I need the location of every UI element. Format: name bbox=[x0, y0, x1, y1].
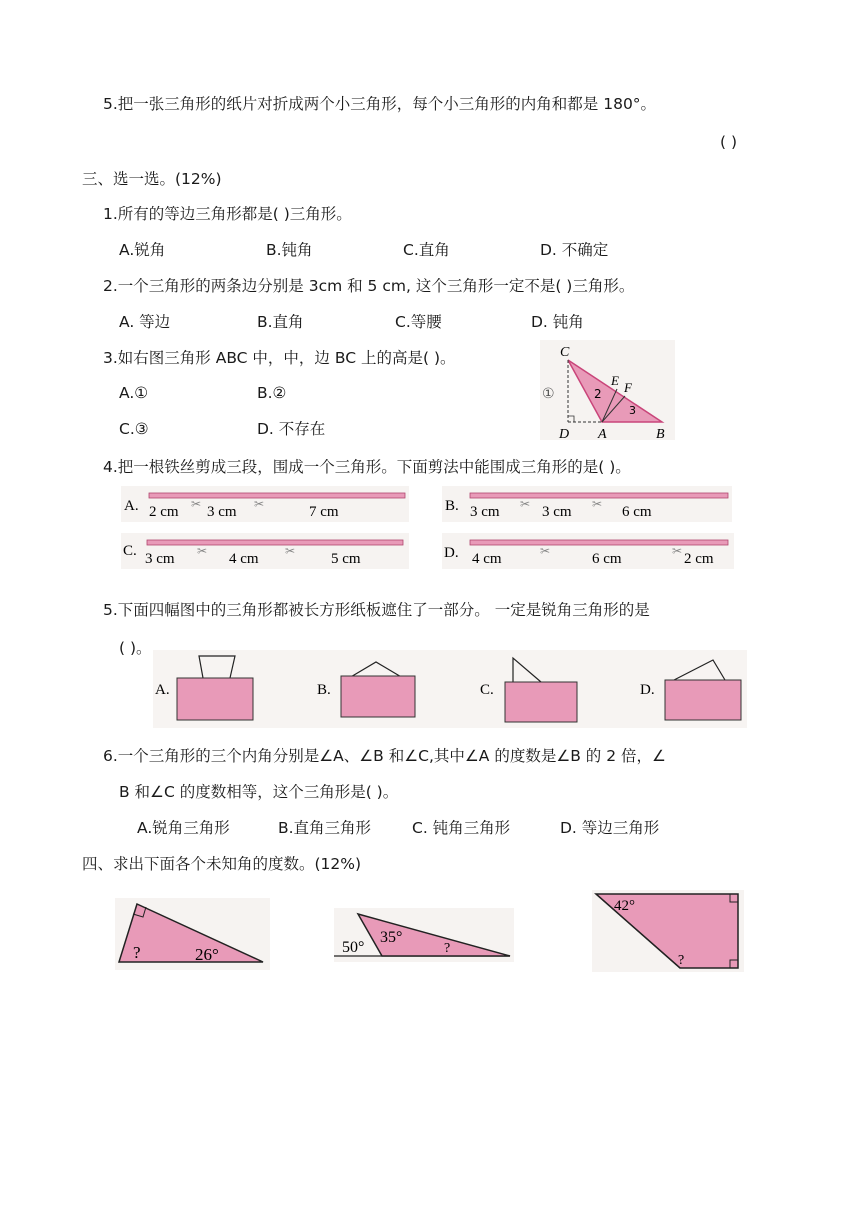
s3-q2-option-d[interactable]: D. 钝角 bbox=[531, 313, 584, 331]
label-c: C bbox=[560, 345, 570, 360]
s3-q3-option-b[interactable]: B.② bbox=[257, 384, 287, 402]
choice-c-seg-1: 3 cm bbox=[145, 551, 175, 567]
label-b: B bbox=[656, 427, 665, 440]
s3-q3-option-a[interactable]: A.① bbox=[119, 384, 149, 402]
choice-c-letter: C. bbox=[123, 543, 137, 559]
s3-q3-triangle-figure bbox=[540, 340, 675, 440]
scissors-icon: ✂ bbox=[254, 497, 265, 511]
s3-q1-option-b[interactable]: B.钝角 bbox=[266, 241, 313, 259]
choice-b-seg-2: 3 cm bbox=[542, 504, 572, 520]
section3-title: 三、选一选。(12%) bbox=[82, 170, 222, 188]
scissors-icon: ✂ bbox=[197, 544, 208, 558]
s3-q6-option-d[interactable]: D. 等边三角形 bbox=[560, 819, 660, 837]
s3-q6-text: 6.一个三角形的三个内角分别是∠A、∠B 和∠C,其中∠A 的度数是∠B 的 2 倍，∠ bbox=[103, 747, 666, 765]
s3-q5-bracket[interactable]: ( )。 bbox=[119, 639, 152, 657]
s3-q3-option-c[interactable]: C.③ bbox=[119, 420, 149, 438]
s3-q6-option-a[interactable]: A.锐角三角形 bbox=[137, 819, 230, 837]
choice-a-letter: A. bbox=[124, 498, 139, 514]
s3-q6-text-cont: B 和∠C 的度数相等，这个三角形是( )。 bbox=[119, 783, 399, 801]
scissors-icon: ✂ bbox=[285, 544, 296, 558]
q5-letter-b: B. bbox=[317, 682, 331, 698]
judge-q5-text: 5.把一张三角形的纸片对折成两个小三角形，每个小三角形的内角和都是 180°。 bbox=[103, 95, 657, 113]
fig2-angle-50: 50° bbox=[342, 939, 365, 956]
section4-title: 四、求出下面各个未知角的度数。(12%) bbox=[82, 855, 362, 873]
s3-q3-option-d[interactable]: D. 不存在 bbox=[257, 420, 326, 438]
choice-a-seg-2: 3 cm bbox=[207, 504, 237, 520]
s3-q6-option-c[interactable]: C. 钝角三角形 bbox=[412, 819, 511, 837]
label-altitude-3: 3 bbox=[629, 404, 636, 417]
s3-q1-option-a[interactable]: A.锐角 bbox=[119, 241, 166, 259]
choice-d-seg-3: 2 cm bbox=[684, 551, 714, 567]
s3-q4-choice-b[interactable] bbox=[442, 486, 732, 522]
choice-c-seg-3: 5 cm bbox=[331, 551, 361, 567]
s3-q2-option-c[interactable]: C.等腰 bbox=[395, 313, 442, 331]
s3-q2-text: 2.一个三角形的两条边分别是 3cm 和 5 cm, 这个三角形一定不是( )三角形。 bbox=[103, 277, 635, 295]
fig1-unknown-angle: ? bbox=[133, 943, 141, 962]
s3-q1-text: 1.所有的等边三角形都是( )三角形。 bbox=[103, 205, 352, 223]
choice-b-letter: B. bbox=[445, 498, 459, 514]
s4-figure-3 bbox=[592, 890, 744, 972]
s3-q2-option-a[interactable]: A. 等边 bbox=[119, 313, 171, 331]
choice-d-seg-2: 6 cm bbox=[592, 551, 622, 567]
choice-b-seg-3: 6 cm bbox=[622, 504, 652, 520]
s3-q5-figures bbox=[153, 650, 747, 728]
fig2-unknown-angle: ? bbox=[444, 941, 451, 956]
label-altitude-2: 2 bbox=[594, 387, 602, 401]
choice-d-seg-1: 4 cm bbox=[472, 551, 502, 567]
scissors-icon: ✂ bbox=[672, 544, 683, 558]
fig3-angle-42: 42° bbox=[614, 898, 635, 914]
fig1-angle-26: 26° bbox=[195, 945, 219, 964]
s3-q4-choice-a[interactable] bbox=[121, 486, 409, 522]
s3-q1-option-d[interactable]: D. 不确定 bbox=[540, 241, 609, 259]
q5-letter-c: C. bbox=[480, 682, 494, 698]
scissors-icon: ✂ bbox=[592, 497, 603, 511]
s3-q5-text: 5.下面四幅图中的三角形都被长方形纸板遮住了一部分。 一定是锐角三角形的是 bbox=[103, 601, 650, 619]
q5-letter-d: D. bbox=[640, 682, 655, 698]
choice-a-seg-3: 7 cm bbox=[309, 504, 339, 520]
scissors-icon: ✂ bbox=[540, 544, 551, 558]
label-f: F bbox=[624, 380, 632, 395]
label-e: E bbox=[611, 373, 619, 388]
fig3-unknown-angle: ? bbox=[678, 953, 685, 968]
label-altitude-1: ① bbox=[542, 386, 555, 402]
s3-q4-text: 4.把一根铁丝剪成三段，围成一个三角形。下面剪法中能围成三角形的是( )。 bbox=[103, 458, 631, 476]
s4-figure-2 bbox=[334, 908, 514, 962]
choice-b-seg-1: 3 cm bbox=[470, 504, 500, 520]
label-a: A bbox=[598, 427, 607, 440]
judge-q5-answer-bracket[interactable]: ( ) bbox=[720, 133, 738, 151]
s4-figure-1 bbox=[115, 898, 270, 970]
label-d: D bbox=[559, 427, 570, 440]
s3-q4-choice-c[interactable] bbox=[121, 533, 409, 569]
choice-a-seg-1: 2 cm bbox=[149, 504, 179, 520]
choice-c-seg-2: 4 cm bbox=[229, 551, 259, 567]
s3-q2-option-b[interactable]: B.直角 bbox=[257, 313, 304, 331]
s3-q3-text: 3.如右图三角形 ABC 中，中，边 BC 上的高是( )。 bbox=[103, 349, 456, 367]
q5-letter-a: A. bbox=[155, 682, 170, 698]
s3-q6-option-b[interactable]: B.直角三角形 bbox=[278, 819, 372, 837]
choice-d-letter: D. bbox=[444, 545, 459, 561]
s3-q4-choice-d[interactable] bbox=[442, 533, 734, 569]
s3-q1-option-c[interactable]: C.直角 bbox=[403, 241, 450, 259]
scissors-icon: ✂ bbox=[191, 497, 202, 511]
scissors-icon: ✂ bbox=[520, 497, 531, 511]
fig2-angle-35: 35° bbox=[380, 929, 403, 946]
